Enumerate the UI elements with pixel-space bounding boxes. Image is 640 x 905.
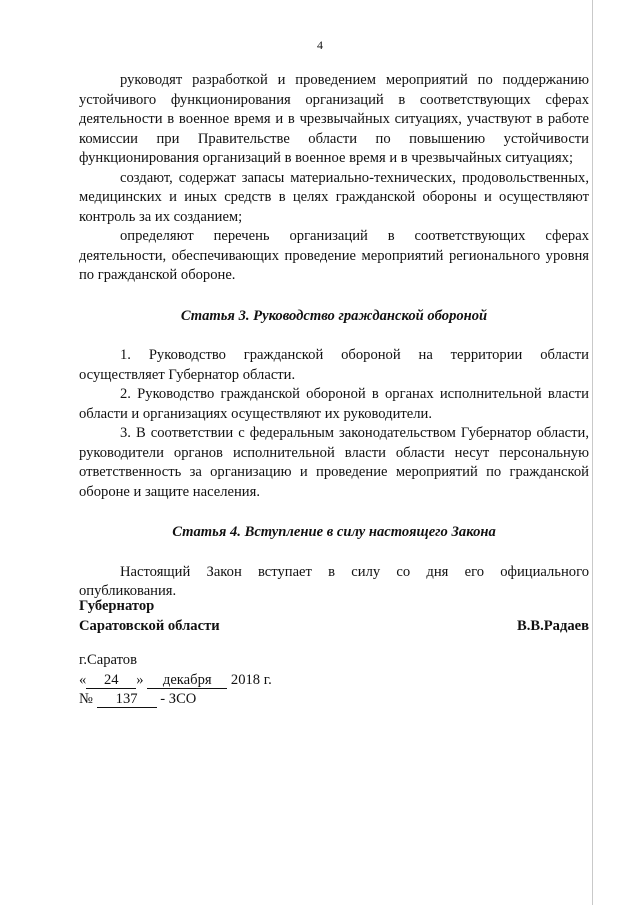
date-month: декабря: [147, 673, 227, 689]
date-day: 24: [86, 673, 136, 689]
article-3-item-1: 1. Руководство гражданской обороной на территории области осуществляет Губернатор области.: [79, 347, 589, 383]
signature-block: [79, 597, 589, 636]
document-body: [79, 71, 589, 602]
signature-position-line-2: Саратовской области: [79, 617, 220, 634]
page-number: 4: [317, 38, 323, 52]
scan-edge-line: [592, 0, 593, 905]
article-3-title: Статья 3. Руководство гражданской обороной: [180, 307, 488, 324]
article-4-title: Статья 4. Вступление в силу настоящего Закона: [172, 524, 496, 540]
signature-position-line-1: Губернатор: [79, 598, 155, 614]
place-date-block: [79, 651, 272, 710]
article-3-item-2: 2. Руководство гражданской обороной в органах исполнительной власти области и организациях осуществляют их руководители.: [79, 386, 589, 422]
date-close-quote: »: [136, 671, 144, 688]
date-open-quote: «: [79, 671, 87, 688]
city: г.Саратов: [79, 652, 137, 668]
paragraph-2: создают, содержат запасы материально-технических, продовольственных, медицинских и иных средств в целях гражданской обороны и осуществляют контроль за их созданием;: [79, 169, 589, 225]
date-line: [79, 671, 272, 691]
article-4-text: Настоящий Закон вступает в силу со дня его официального опубликования.: [79, 563, 589, 599]
date-year: 2018 г.: [230, 671, 272, 688]
paragraph-3: определяют перечень организаций в соответствующих сферах деятельности, обеспечивающих проведение мероприятий регионального уровня по гражданской обороне.: [79, 228, 589, 283]
law-number-line: [79, 690, 272, 710]
paragraph-1: руководят разработкой и проведением мероприятий по поддержанию устойчивого функционирования организаций в соответствующих сферах деятельности в военное время и в чрезвычайных ситуациях, участвуют в работе комиссии при Правительстве области по повышению устойчивости функционирования организаций в военное время и в чрезвычайных ситуациях;: [79, 72, 589, 166]
article-3-item-3: 3. В соответствии с федеральным законодательством Губернатор области, руководители органов исполнительной власти области несут персональную ответственность за организацию и проведение мероприятий по гражданской обороне и защите населения.: [79, 425, 589, 500]
law-number-suffix: - ЗСО: [160, 691, 197, 707]
signatory-name: В.В.Радаев: [516, 617, 589, 634]
number-sign: №: [79, 691, 93, 707]
law-number: 137: [97, 692, 157, 708]
